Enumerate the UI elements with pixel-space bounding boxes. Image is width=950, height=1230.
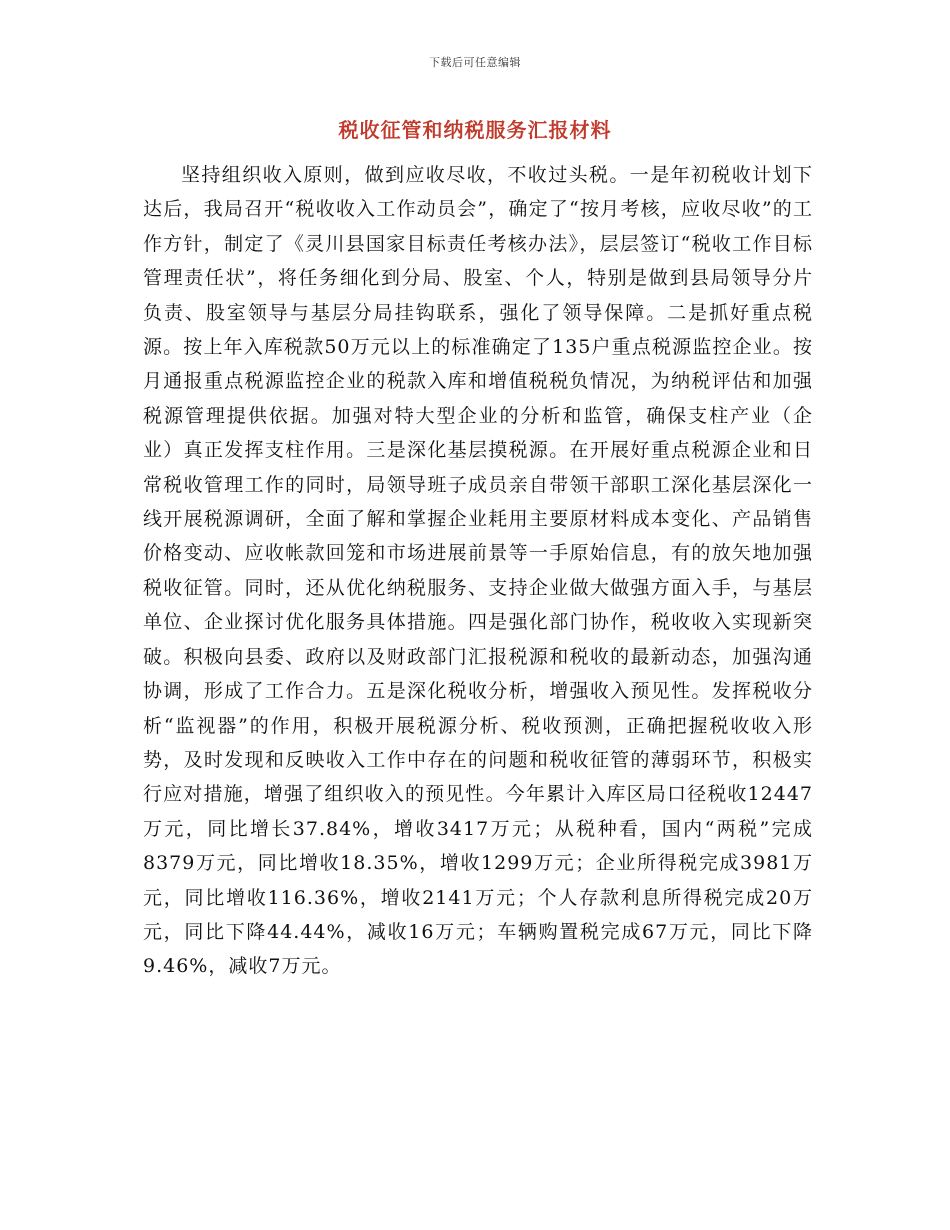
page-header-note: 下载后可任意编辑 (429, 56, 521, 69)
document-title: 税收征管和纳税服务汇报材料 (338, 118, 612, 142)
body-paragraph: 坚持组织收入原则，做到应收尽收，不收过头税。一是年初税收计划下达后，我局召开“税收收入工作动员会”，确定了“按月考核，应收尽收”的工作方针，制定了《灵川县国家目标责任考核办法》，层层签订“税收工作目标管理责任状”，将任务细化到分局、股室、个人，特别是做到县局领导分片负责、股室领导与基层分局挂钩联系，强化了领导保障。二是抓好重点税源。按上年入库税款50万元以上的标准确定了135户重点税源监控企业。按月通报重点税源监控企业的税款入库和增值税税负情况，为纳税评估和加强税源管理提供依据。加强对特大型企业的分析和监管，确保支柱产业（企业）真正发挥支柱作用。三是深化基层摸税源。在开展好重点税源企业和日常税收管理工作的同时，局领导班子成员亲自带领干部职工深化基层深化一线开展税源调研，全面了解和掌握企业耗用主要原材料成本变化、产品销售价格变动、应收帐款回笼和市场进展前景等一手原始信息，有的放矢地加强税收征管。同时，还从优化纳税服务、支持企业做大做强方面入手，与基层单位、企业探讨优化服务具体措施。四是强化部门协作，税收收入实现新突破。积极向县委、政府以及财政部门汇报税源和税收的最新动态，加强沟通协调，形成了工作合力。五是深化税收分析，增强收入预见性。发挥税收分析“监视器”的作用，积极开展税源分析、税收预测，正确把握税收收入形势，及时发现和反映收入工作中存在的问题和税收征管的薄弱环节，积极实行应对措施，增强了组织收入的预见性。今年累计入库区局口径税收12447万元，同比增长37.84%，增收3417万元；从税种看，国内“两税”完成8379万元，同比增收18.35%，增收1299万元；企业所得税完成3981万元，同比增收116.36%，增收2141万元；个人存款利息所得税完成20万元，同比下降44.44%，减收16万元；车辆购置税完成67万元，同比下降9.46%，减收7万元。 (143, 164, 813, 978)
